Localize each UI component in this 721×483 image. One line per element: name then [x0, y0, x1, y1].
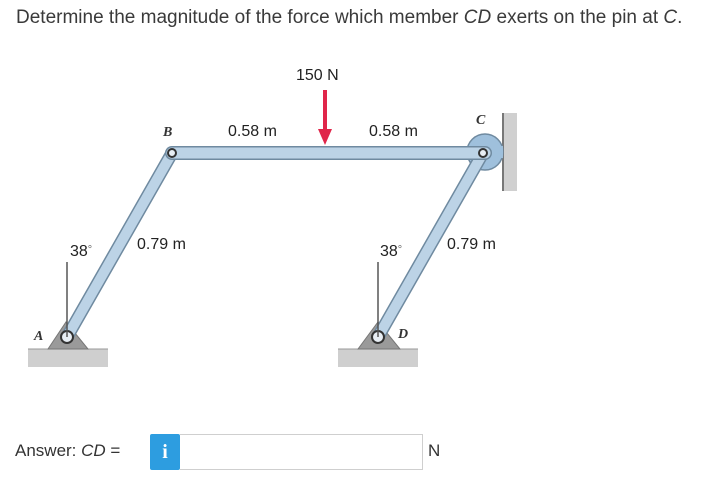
answer-label: Answer: CD =	[15, 441, 121, 460]
length-cd-label: 0.79 m	[447, 236, 496, 253]
point-a-label: A	[34, 329, 44, 344]
length-ab-label: 0.79 m	[137, 236, 186, 253]
member-cd-ref: CD	[463, 7, 492, 28]
point-b-label: B	[163, 125, 173, 140]
force-label: 150 N	[296, 67, 339, 84]
unit-label: N	[428, 441, 441, 460]
pin-c	[479, 149, 487, 157]
point-c-ref: C	[663, 7, 678, 28]
answer-input[interactable]	[180, 434, 423, 470]
angle-d-label: 38°	[380, 243, 403, 260]
pin-b	[168, 149, 176, 157]
dist-right-label: 0.58 m	[369, 123, 418, 140]
angle-a-label: 38°	[70, 243, 93, 260]
point-c-label: C	[476, 113, 486, 128]
question-text: Determine the magnitude of the force which member CD exerts on the pin at C.	[16, 7, 683, 28]
point-d-label: D	[398, 327, 409, 342]
dist-left-label: 0.58 m	[228, 123, 277, 140]
info-icon[interactable]: i	[150, 434, 180, 470]
